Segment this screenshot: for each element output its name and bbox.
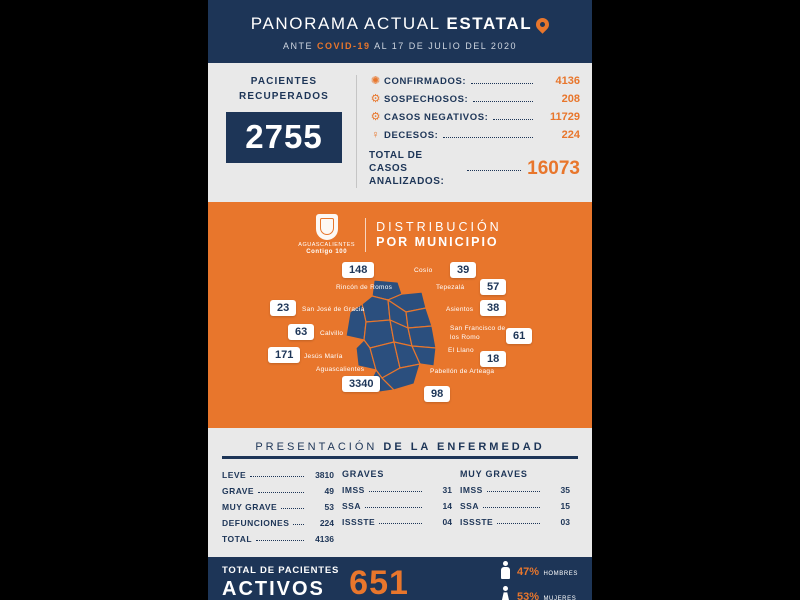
list-item	[222, 501, 334, 512]
dot-leader	[443, 130, 533, 138]
dot-leader	[483, 500, 540, 508]
list-item	[460, 484, 570, 495]
institution-value: 15	[560, 500, 570, 511]
figure-row	[369, 75, 580, 87]
list-item	[222, 533, 334, 544]
male-icon	[500, 561, 511, 580]
map-municipio-label: Pabellón de Arteaga	[430, 368, 495, 376]
page-title-bold: ESTATAL	[446, 14, 533, 33]
dot-leader	[365, 500, 422, 508]
dot-leader	[369, 484, 422, 492]
figure-row	[369, 129, 580, 141]
map-municipio-label: Tepezalá	[436, 284, 465, 292]
map-title	[376, 220, 502, 251]
figure-label: CASOS NEGATIVOS:	[384, 111, 489, 123]
active-patients-block	[222, 564, 500, 600]
recovered-value: 2755	[226, 112, 342, 163]
map-municipio-label: San José de Gracia	[302, 306, 365, 314]
institution-value: 14	[442, 500, 452, 511]
map-title-line2: POR MUNICIPIO	[376, 235, 499, 250]
recovered-block	[220, 75, 357, 188]
map-municipio-value: 18	[480, 351, 506, 367]
map-municipio-label: El Llano	[448, 347, 474, 355]
header	[208, 0, 592, 63]
severity-label: DEFUNCIONES	[222, 517, 290, 528]
institution-value: 31	[442, 484, 452, 495]
page-title-light: PANORAMA ACTUAL	[250, 14, 447, 33]
gender-row	[500, 561, 578, 580]
map-municipio-value: 23	[270, 300, 296, 316]
crest-line1: AGUASCALIENTES	[298, 242, 356, 248]
total-label: TOTAL DE CASOS ANALIZADOS:	[369, 150, 445, 187]
map-municipio-value: 98	[424, 386, 450, 402]
infographic-panel	[208, 0, 592, 600]
total-value: 16073	[527, 157, 580, 179]
institution-label: IMSS	[460, 484, 483, 495]
ribbon-icon: ♀	[371, 128, 380, 141]
list-item	[460, 516, 570, 527]
shield-icon	[316, 214, 338, 240]
total-row	[369, 149, 580, 188]
active-label-line2: ACTIVOS	[222, 578, 325, 600]
dot-leader	[281, 501, 304, 509]
active-label-line1: TOTAL DE PACIENTES	[222, 565, 340, 577]
severity-value: 3810	[315, 469, 334, 480]
sun-icon: ✺	[370, 74, 381, 87]
subtitle-pre: ANTE	[283, 41, 318, 51]
institution-label: SSA	[460, 500, 479, 511]
map-municipio-value: 63	[288, 324, 314, 340]
institution-value: 35	[560, 484, 570, 495]
subtitle-post: AL 17 DE JULIO DEL 2020	[370, 41, 517, 51]
location-pin-icon	[536, 18, 549, 31]
dot-leader	[379, 516, 422, 524]
gender-percent: 53%	[516, 590, 539, 600]
muy-graves-heading: MUY GRAVES	[460, 469, 528, 480]
presentation-title	[222, 441, 578, 453]
government-crest	[298, 214, 355, 256]
gender-label: HOMBRES	[543, 570, 578, 577]
severity-label: GRAVE	[222, 485, 255, 496]
institution-label: SSA	[342, 500, 361, 511]
list-item	[222, 469, 334, 480]
map-municipio-label: Cosío	[414, 267, 433, 275]
severity-value: 49	[324, 485, 334, 496]
list-item	[222, 485, 334, 496]
header-subtitle	[218, 41, 582, 51]
vertical-divider	[365, 218, 366, 252]
presentation-title-bold: DE LA ENFERMEDAD	[383, 441, 545, 454]
map-title-line1: DISTRIBUCIÓN	[376, 219, 502, 234]
figure-label: CONFIRMADOS:	[384, 75, 467, 87]
severity-value: 224	[319, 517, 334, 528]
figure-label: SOSPECHOSOS:	[384, 93, 469, 105]
map-municipio-value: 38	[480, 300, 506, 316]
list-item	[342, 500, 452, 511]
figure-value: 208	[561, 93, 580, 105]
dot-leader	[497, 516, 540, 524]
page-title	[218, 14, 582, 34]
gender-text	[517, 562, 578, 580]
gender-text	[517, 587, 576, 600]
list-item	[222, 517, 334, 528]
figure-row	[369, 111, 580, 123]
title-underline	[222, 456, 578, 459]
map-header	[218, 214, 582, 256]
crest-line2: Contigo 100	[306, 248, 348, 255]
muy-graves-column	[460, 469, 578, 549]
institution-label: ISSSTE	[460, 516, 494, 527]
virus-icon: ⚙	[370, 110, 381, 123]
list-item	[460, 500, 570, 511]
figure-value: 4136	[555, 75, 580, 87]
map-municipio-label: Rincón de Romos	[336, 284, 393, 292]
dot-leader	[256, 533, 304, 541]
subtitle-bold: COVID-19	[317, 41, 371, 51]
severity-label: MUY GRAVE	[222, 501, 278, 512]
map-municipio-value: 61	[506, 328, 532, 344]
map-municipio-value: 3340	[342, 376, 380, 392]
presentation-title-light: PRESENTACIÓN	[255, 441, 384, 454]
map-section	[208, 202, 592, 428]
severity-value: 53	[324, 501, 334, 512]
dot-leader	[293, 517, 304, 525]
institution-label: ISSSTE	[342, 516, 376, 527]
figures-list	[357, 75, 580, 188]
active-value: 651	[349, 563, 409, 600]
figure-label: DECESOS:	[384, 129, 439, 141]
gender-breakdown	[500, 561, 578, 600]
dot-leader	[258, 485, 304, 493]
female-icon	[500, 586, 511, 600]
figure-value: 11729	[550, 111, 580, 123]
dot-leader	[471, 76, 533, 84]
presentation-grid	[222, 469, 578, 549]
list-item	[342, 516, 452, 527]
severity-label: LEVE	[222, 469, 247, 480]
map-municipio-value: 171	[268, 347, 300, 363]
institution-label: IMSS	[342, 484, 365, 495]
virus-icon: ⚙	[370, 92, 381, 105]
dot-leader	[250, 469, 304, 477]
map-municipio-value: 57	[480, 279, 506, 295]
dot-leader	[493, 112, 533, 120]
institution-value: 04	[442, 516, 452, 527]
gender-label: MUJERES	[543, 595, 577, 600]
presentation-section	[208, 428, 592, 557]
graves-column	[342, 469, 460, 549]
severity-label: TOTAL	[222, 533, 253, 544]
footer-section	[208, 557, 592, 600]
gender-percent: 47%	[516, 565, 539, 578]
map-municipio-label: Calvillo	[320, 330, 344, 338]
gender-row	[500, 586, 578, 600]
severity-column	[222, 469, 342, 549]
graves-heading: GRAVES	[342, 469, 385, 480]
map-municipio-label: Aguascalientes	[316, 366, 365, 374]
recovered-label: PACIENTES RECUPERADOS	[239, 76, 329, 102]
severity-value: 4136	[315, 533, 334, 544]
dot-leader	[487, 484, 540, 492]
figure-value: 224	[561, 129, 580, 141]
stats-section	[208, 63, 592, 202]
dot-leader	[467, 162, 521, 171]
map-municipio-label: Asientos	[446, 306, 474, 314]
map-municipio-label: Jesús María	[304, 353, 343, 361]
figure-row	[369, 93, 580, 105]
map-canvas	[218, 262, 582, 414]
map-municipio-label: San Francisco de los Romo	[450, 325, 506, 341]
dot-leader	[473, 94, 533, 102]
institution-value: 03	[560, 516, 570, 527]
map-municipio-value: 39	[450, 262, 476, 278]
map-municipio-value: 148	[342, 262, 374, 278]
list-item	[342, 484, 452, 495]
